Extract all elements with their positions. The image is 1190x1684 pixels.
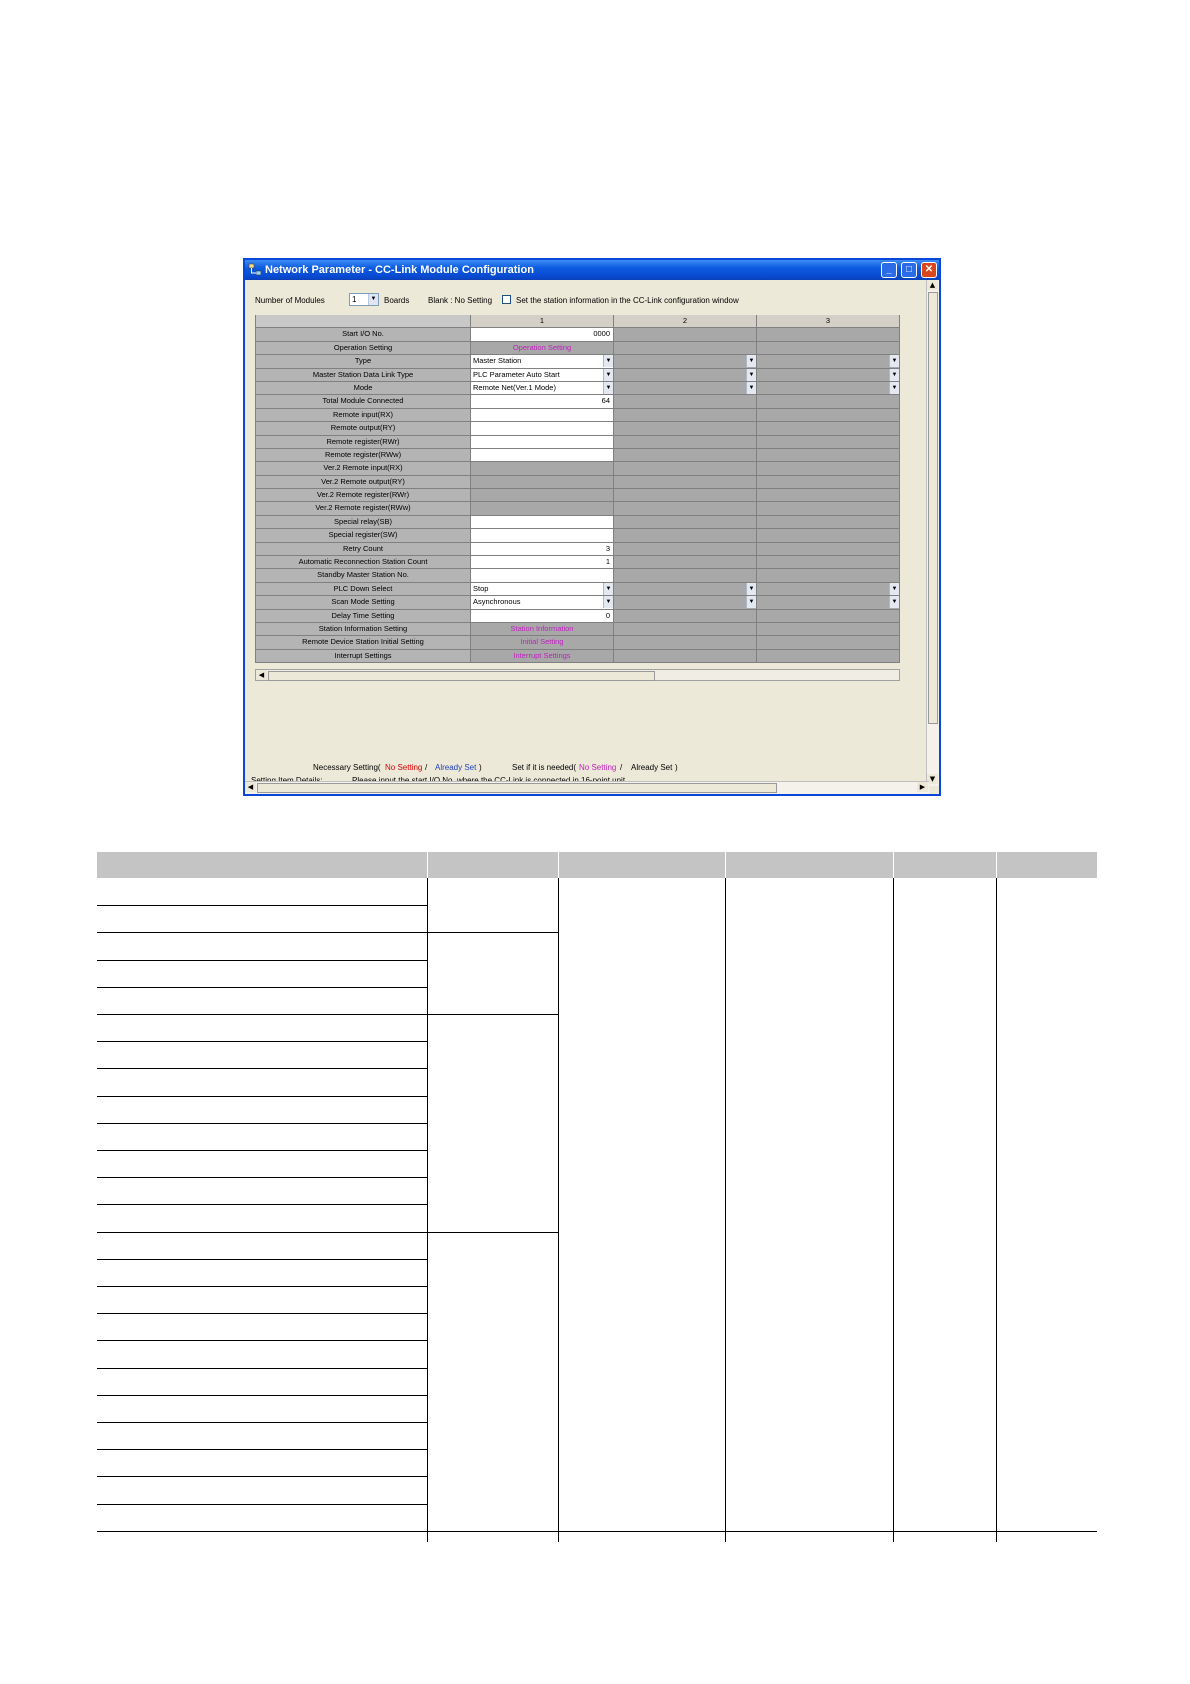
grid-select-value: PLC Parameter Auto Start: [473, 369, 560, 379]
grid-row: [255, 583, 900, 596]
station-info-checkbox[interactable]: [502, 295, 511, 304]
grid-disabled-cell: [757, 462, 900, 475]
table-group-border: [427, 1014, 558, 1015]
chevron-down-icon[interactable]: ▼: [603, 369, 613, 381]
if-needed-label: Set if it is needed(: [512, 763, 577, 772]
grid-row: [255, 328, 900, 341]
grid-disabled-cell: [614, 556, 757, 569]
arrow-down-icon[interactable]: ▼: [927, 774, 938, 784]
grid-row: [255, 369, 900, 382]
grid-disabled-cell: [757, 422, 900, 435]
network-parameter-window: [243, 258, 941, 796]
grid-row: [255, 355, 900, 368]
grid-disabled-cell: [757, 409, 900, 422]
grid-input-cell[interactable]: [471, 516, 614, 529]
boards-label: Boards: [384, 296, 410, 305]
chevron-down-icon[interactable]: ▼: [603, 382, 613, 394]
grid-row-label: Standby Master Station No.: [255, 569, 471, 582]
chevron-down-icon[interactable]: ▼: [603, 355, 613, 367]
table-row-border: [97, 1313, 427, 1314]
table-row-border: [97, 905, 427, 906]
grid-input-cell[interactable]: [471, 569, 614, 582]
legend-no-setting-optional: No Setting: [579, 763, 617, 772]
title-bar[interactable]: [245, 260, 939, 280]
arrow-left-icon[interactable]: ◀: [256, 670, 267, 680]
grid-row: [255, 596, 900, 609]
grid-row: [255, 462, 900, 475]
chevron-down-icon[interactable]: ▼: [746, 583, 756, 595]
grid-row-label: Station Information Setting: [255, 623, 471, 636]
grid-disabled-cell: [614, 623, 757, 636]
table-column-border: [725, 878, 726, 1542]
minimize-button[interactable]: _: [881, 262, 897, 278]
table-column-border: [893, 878, 894, 1542]
grid-disabled-cell: [757, 476, 900, 489]
grid-disabled-cell: [614, 636, 757, 649]
grid-disabled-cell: [614, 328, 757, 341]
grid-column-header: 2: [614, 315, 757, 328]
legend-slash: /: [425, 763, 428, 772]
grid-input-cell[interactable]: [471, 422, 614, 435]
grid-row: [255, 395, 900, 408]
legend-already-set: Already Set: [435, 763, 477, 772]
grid-select-cell[interactable]: [757, 382, 900, 395]
table-header-divider: [427, 852, 428, 878]
grid-row-label: Special relay(SB): [255, 516, 471, 529]
grid-row: [255, 516, 900, 529]
chevron-down-icon[interactable]: ▼: [889, 355, 899, 367]
grid-row-label: Remote register(RWr): [255, 436, 471, 449]
grid-input-cell[interactable]: 64: [471, 395, 614, 408]
grid-disabled-cell: [614, 529, 757, 542]
grid-disabled-cell: [614, 489, 757, 502]
network-app-icon: [248, 263, 262, 277]
grid-disabled-cell: [757, 556, 900, 569]
grid-disabled-cell: [757, 543, 900, 556]
grid-disabled-cell: [471, 462, 614, 475]
legend-slash-2: /: [620, 763, 623, 772]
grid-disabled-cell: [757, 449, 900, 462]
legend-close-paren: ): [479, 763, 482, 772]
vertical-scroll-thumb[interactable]: [928, 292, 938, 724]
chevron-down-icon[interactable]: ▼: [889, 596, 899, 608]
grid-disabled-cell: [614, 395, 757, 408]
grid-link-button[interactable]: Initial Setting: [471, 636, 614, 649]
grid-disabled-cell: [614, 422, 757, 435]
grid-input-cell[interactable]: [471, 409, 614, 422]
grid-disabled-cell: [614, 462, 757, 475]
chevron-down-icon[interactable]: ▼: [746, 596, 756, 608]
chevron-down-icon[interactable]: ▼: [746, 382, 756, 394]
grid-select-cell[interactable]: [757, 596, 900, 609]
grid-disabled-cell: [614, 342, 757, 355]
grid-input-cell[interactable]: 1: [471, 556, 614, 569]
grid-select-cell[interactable]: [757, 369, 900, 382]
grid-select-cell[interactable]: [614, 583, 757, 596]
legend-close-paren-2: ): [675, 763, 678, 772]
table-row-border: [97, 1286, 427, 1287]
grid-row: [255, 636, 900, 649]
table-row-border: [97, 1476, 427, 1477]
grid-disabled-cell: [757, 636, 900, 649]
table-row-border: [97, 1096, 427, 1097]
arrow-right-icon[interactable]: ▶: [917, 782, 928, 792]
grid-row-label: Ver.2 Remote register(RWr): [255, 489, 471, 502]
table-row-border: [97, 1395, 427, 1396]
grid-row-label: Remote input(RX): [255, 409, 471, 422]
grid-link-button[interactable]: Interrupt Settings: [471, 650, 614, 663]
grid-row: [255, 556, 900, 569]
legend-no-setting: No Setting: [385, 763, 423, 772]
grid-row-label: Ver.2 Remote output(RY): [255, 476, 471, 489]
grid-row-label: Delay Time Setting: [255, 610, 471, 623]
grid-disabled-cell: [471, 502, 614, 515]
grid-disabled-cell: [757, 502, 900, 515]
grid-row-label: Type: [255, 355, 471, 368]
grid-select-cell[interactable]: [614, 355, 757, 368]
grid-disabled-cell: [757, 529, 900, 542]
grid-row: [255, 650, 900, 663]
grid-input-cell[interactable]: [471, 436, 614, 449]
grid-disabled-cell: [471, 489, 614, 502]
table-header-divider: [996, 852, 997, 878]
table-column-border: [558, 878, 559, 1542]
client-area: [245, 280, 939, 794]
grid-disabled-cell: [471, 476, 614, 489]
grid-row: [255, 436, 900, 449]
grid-disabled-cell: [614, 569, 757, 582]
grid-column-header: 3: [757, 315, 900, 328]
grid-row: [255, 502, 900, 515]
chevron-down-icon[interactable]: ▼: [368, 294, 378, 305]
table-row-border: [97, 960, 427, 961]
grid-disabled-cell: [614, 650, 757, 663]
table-row-border: [97, 1422, 427, 1423]
modules-count-value: 1: [352, 295, 357, 304]
grid-select-cell[interactable]: [471, 369, 614, 382]
grid-disabled-cell: [614, 543, 757, 556]
table-row-border: [97, 1340, 427, 1341]
horizontal-scrollbar[interactable]: [245, 781, 929, 794]
grid-disabled-cell: [614, 449, 757, 462]
grid-disabled-cell: [614, 516, 757, 529]
grid-disabled-cell: [757, 569, 900, 582]
grid-row: [255, 623, 900, 636]
grid-row-label: Mode: [255, 382, 471, 395]
grid-row: [255, 342, 900, 355]
grid-row-label: Interrupt Settings: [255, 650, 471, 663]
grid-row-label: Ver.2 Remote input(RX): [255, 462, 471, 475]
chevron-down-icon[interactable]: ▼: [746, 369, 756, 381]
grid-disabled-cell: [614, 409, 757, 422]
table-header-divider: [893, 852, 894, 878]
grid-row-label: Remote register(RWw): [255, 449, 471, 462]
table-header-divider: [558, 852, 559, 878]
grid-disabled-cell: [757, 650, 900, 663]
table-row-border: [97, 1150, 427, 1151]
grid-disabled-cell: [757, 516, 900, 529]
grid-row: [255, 529, 900, 542]
arrow-up-icon[interactable]: ▲: [927, 280, 938, 290]
grid-input-cell[interactable]: 0: [471, 610, 614, 623]
table-group-border: [427, 1232, 558, 1233]
grid-select-cell[interactable]: [614, 596, 757, 609]
modules-label: Number of Modules: [255, 296, 325, 305]
table-row-border: [97, 1449, 427, 1450]
grid-row: [255, 489, 900, 502]
grid-select-cell[interactable]: [471, 583, 614, 596]
grid-row-label: Total Module Connected: [255, 395, 471, 408]
grid-header-row: [255, 315, 900, 328]
grid-row: [255, 569, 900, 582]
grid-disabled-cell: [757, 342, 900, 355]
grid-row: [255, 543, 900, 556]
table-header-row: [97, 852, 1097, 878]
table-row-border: [97, 1041, 427, 1042]
grid-row: [255, 422, 900, 435]
necessary-setting-label: Necessary Setting(: [313, 763, 381, 772]
grid-select-cell[interactable]: [614, 382, 757, 395]
grid-row-label: Remote output(RY): [255, 422, 471, 435]
grid-disabled-cell: [757, 395, 900, 408]
grid-select-value: Stop: [473, 583, 489, 593]
table-row-border: [97, 1259, 427, 1260]
table-group-border: [427, 932, 558, 933]
chevron-down-icon[interactable]: ▼: [889, 382, 899, 394]
vertical-scrollbar[interactable]: [926, 280, 939, 786]
grid-scroll-thumb[interactable]: [268, 671, 655, 681]
grid-disabled-cell: [614, 502, 757, 515]
grid-horizontal-scrollbar[interactable]: [255, 669, 900, 681]
chevron-down-icon[interactable]: ▼: [603, 583, 613, 595]
grid-disabled-cell: [757, 489, 900, 502]
station-info-label: Set the station information in the CC-Link configuration window: [516, 296, 739, 305]
grid-select-cell[interactable]: [757, 355, 900, 368]
grid-row: [255, 610, 900, 623]
grid-select-value: Asynchronous: [473, 597, 521, 607]
grid-link-button[interactable]: Station Information: [471, 623, 614, 636]
table-row-border: [97, 1504, 427, 1505]
grid-input-cell[interactable]: 3: [471, 543, 614, 556]
grid-input-cell[interactable]: [471, 529, 614, 542]
grid-row: [255, 382, 900, 395]
arrow-left-icon[interactable]: ◀: [245, 782, 256, 792]
grid-select-cell[interactable]: [471, 382, 614, 395]
grid-disabled-cell: [614, 476, 757, 489]
grid-input-cell[interactable]: 0000: [471, 328, 614, 341]
grid-disabled-cell: [614, 436, 757, 449]
grid-disabled-cell: [614, 610, 757, 623]
chevron-down-icon[interactable]: ▼: [603, 596, 613, 608]
grid-row-label: PLC Down Select: [255, 583, 471, 596]
grid-select-value: Master Station: [473, 356, 522, 366]
grid-row: [255, 476, 900, 489]
grid-disabled-cell: [757, 328, 900, 341]
grid-select-cell[interactable]: [471, 355, 614, 368]
table-column-border: [996, 878, 997, 1542]
grid-disabled-cell: [757, 610, 900, 623]
grid-row-label: Master Station Data Link Type: [255, 369, 471, 382]
close-button[interactable]: ✕: [921, 262, 937, 278]
table-row-border: [97, 1368, 427, 1369]
module-config-grid: [255, 315, 900, 663]
table-row-border: [97, 1177, 427, 1178]
grid-row-label: Ver.2 Remote register(RWw): [255, 502, 471, 515]
grid-select-cell[interactable]: [471, 596, 614, 609]
grid-disabled-cell: [757, 436, 900, 449]
table-row-border: [97, 1531, 1097, 1532]
blank-setting-label: Blank : No Setting: [428, 296, 493, 305]
table-row-border: [97, 932, 427, 933]
table-header-divider: [725, 852, 726, 878]
grid-select-cell[interactable]: [614, 369, 757, 382]
grid-select-cell[interactable]: [757, 583, 900, 596]
legend-already-set-optional: Already Set: [631, 763, 673, 772]
chevron-down-icon[interactable]: ▼: [746, 355, 756, 367]
window-title: Network Parameter - CC-Link Module Configuration: [265, 264, 534, 276]
grid-link-button[interactable]: Operation Setting: [471, 342, 614, 355]
table-column-border: [427, 878, 428, 1542]
table-row-border: [97, 1068, 427, 1069]
grid-row-label: Special register(SW): [255, 529, 471, 542]
grid-row: [255, 409, 900, 422]
table-row-border: [97, 1204, 427, 1205]
grid-column-header: 1: [471, 315, 614, 328]
horizontal-scroll-thumb[interactable]: [257, 783, 777, 793]
chevron-down-icon[interactable]: ▼: [889, 369, 899, 381]
grid-row-label: Operation Setting: [255, 342, 471, 355]
grid-row-label: Start I/O No.: [255, 328, 471, 341]
modules-count-select[interactable]: [349, 293, 379, 306]
table-row-border: [97, 1123, 427, 1124]
maximize-button[interactable]: □: [901, 262, 917, 278]
grid-disabled-cell: [757, 623, 900, 636]
grid-row-label: Automatic Reconnection Station Count: [255, 556, 471, 569]
chevron-down-icon[interactable]: ▼: [889, 583, 899, 595]
grid-row-label: Retry Count: [255, 543, 471, 556]
grid-select-value: Remote Net(Ver.1 Mode): [473, 382, 556, 392]
grid-row-label: Remote Device Station Initial Setting: [255, 636, 471, 649]
grid-row-label: Scan Mode Setting: [255, 596, 471, 609]
grid-row: [255, 449, 900, 462]
table-row-border: [97, 1014, 427, 1015]
grid-corner-cell: [255, 315, 471, 328]
grid-input-cell[interactable]: [471, 449, 614, 462]
table-row-border: [97, 987, 427, 988]
table-row-border: [97, 1232, 427, 1233]
